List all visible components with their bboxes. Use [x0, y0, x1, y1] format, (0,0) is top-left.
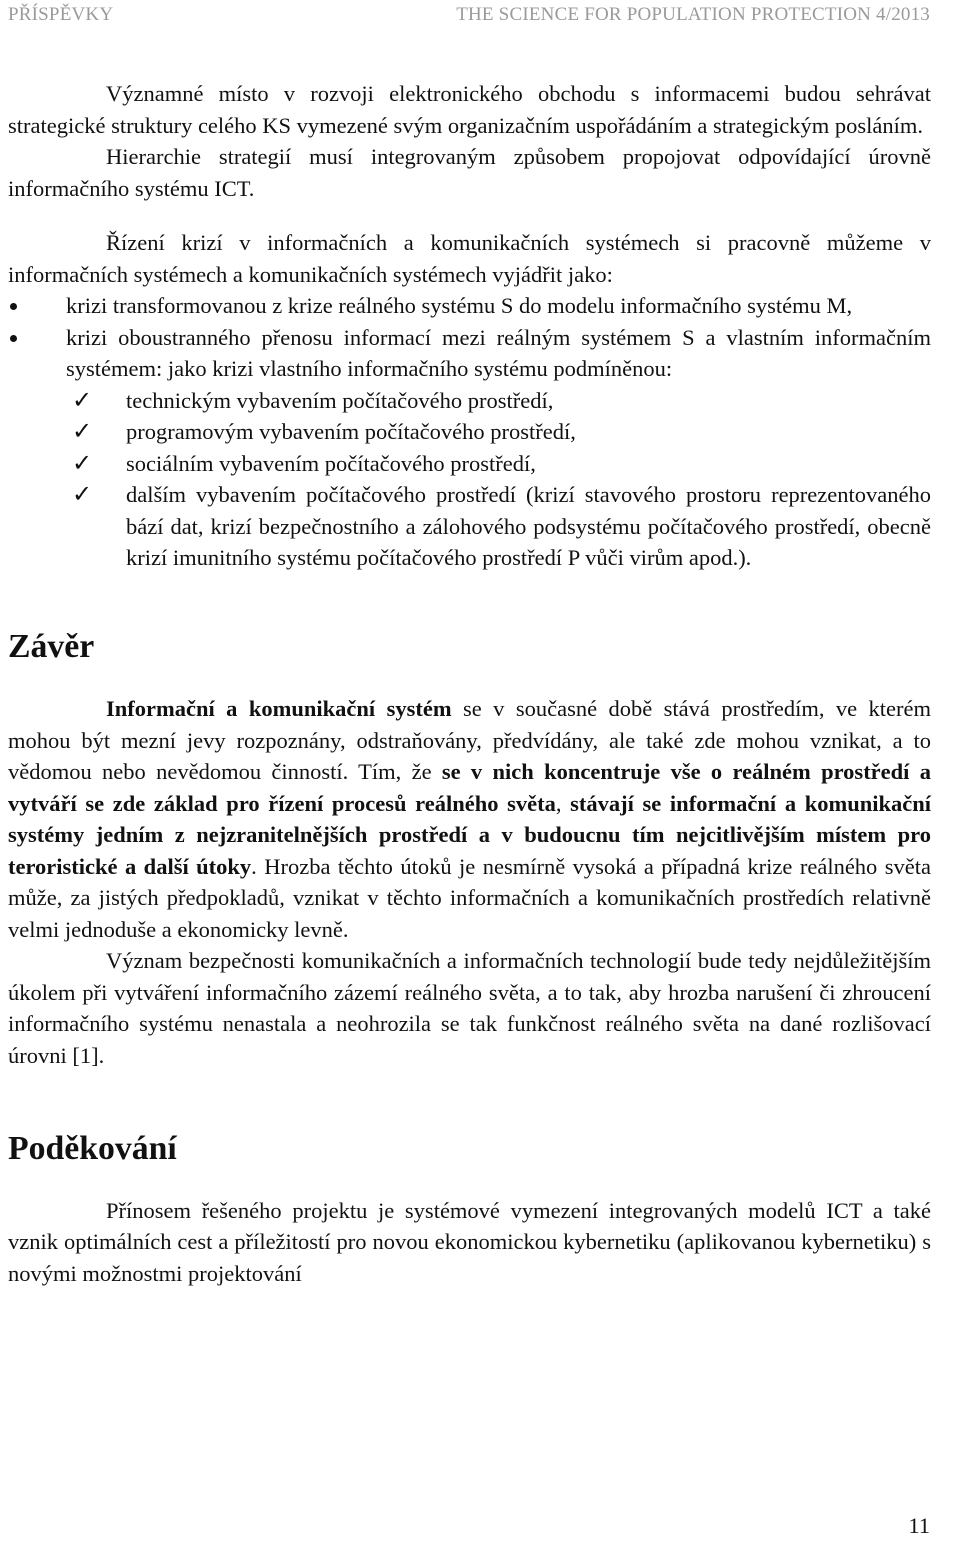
checkmark-icon: ✓ — [72, 385, 93, 414]
acknowledgement-title: Poděkování — [8, 1130, 177, 1167]
list-item — [8, 416, 931, 448]
header-journal: THE SCIENCE FOR POPULATION PROTECTION 4/2013 — [456, 4, 930, 25]
bullet-icon — [10, 303, 17, 310]
intro-paragraph-2: Hierarchie strategií musí integrovaným způsobem propojovat odpovídající úrovně informačního systému ICT. — [8, 144, 931, 201]
list-item — [8, 448, 931, 480]
header-section: PŘÍSPĚVKY — [8, 4, 114, 25]
intro-paragraph-1: Významné místo v rozvoji elektronického obchodu s informacemi budou sehrávat strategické struktury celého KS vymezené svým organizačním uspořádáním a strategickým posláním. — [8, 81, 931, 138]
list-item-text: technickým vybavením počítačového prostředí, — [126, 387, 554, 413]
intro-paragraph-3: Řízení krizí v informačních a komunikačních systémech si pracovně můžeme v informačních systémech a komunikačních systémech vyjádřit jako: — [8, 230, 931, 287]
bullet-icon — [10, 335, 17, 342]
list-item — [8, 322, 931, 385]
condition-list — [8, 385, 931, 574]
list-item — [8, 290, 931, 322]
checkmark-icon: ✓ — [72, 480, 93, 508]
conclusion-paragraph-1 — [8, 693, 931, 945]
list-item-text: programovým vybavením počítačového prostředí, — [126, 419, 576, 444]
conclusion-bold-2: se v nich koncentruje vše o reálném prostředí a vytváří se zde základ pro řízení procesů reálného světa — [8, 759, 931, 816]
list-item — [8, 385, 931, 417]
list-item-text: krizi oboustranného přenosu informací mezi reálným systémem S a vlastním informačním systémem: jako krizi vlastního informačního systému podmíněnou: — [66, 324, 931, 381]
running-header — [8, 4, 930, 28]
conclusion-bold-3: stávají se informační a komunikační systémy jedním z nejzranitelnějších prostředí a v budoucnu tím nejcitlivějším místem pro teroristické a další útoky — [8, 790, 932, 879]
acknowledgement-paragraph: Přínosem řešeného projektu je systémové vymezení integrovaných modelů ICT a také vznik optimálních cest a příležitostí pro novou ekonomickou kybernetiku (aplikovanou kybernetiku) s novými možnostmi projektování — [8, 1197, 931, 1286]
page-number: 11 — [908, 1513, 930, 1538]
conclusion-bold-1: Informační a komunikační systém — [106, 696, 452, 721]
conclusion-paragraph-2: Význam bezpečnosti komunikačních a informačních technologií bude tedy nejdůležitějším úkolem při vytváření informačního zázemí reálného světa, a to tak, aby hrozba narušení či zhroucení informačního systému nenastala a neohrozila se tak funkčnost reálného světa na dané rozlišovací úrovni [1]. — [8, 948, 931, 1068]
conclusion-text-3: . Hrozba těchto útoků je nesmírně vysoká a případná krize reálného světa může, za jistých předpokladů, vznikat v těchto informačních a komunikačních prostředích relativně velmi jednoduše a ekonomicky levně. — [8, 853, 931, 942]
list-item — [8, 479, 931, 574]
conclusion-title: Závěr — [8, 627, 95, 665]
list-item-text: krizi transformovanou z krize reálného systému S do modelu informačního systému M, — [66, 293, 853, 318]
checkmark-icon: ✓ — [72, 448, 93, 477]
crisis-list — [8, 290, 931, 385]
list-item-text: dalším vybavením počítačového prostředí (krizí stavového prostoru reprezentovaného bází dat, krizí bezpečnostního a zálohového podsystému počítačového prostředí, obecně krizí imunitního systému počítačového prostředí P vůči virům apod.). — [126, 482, 931, 570]
page-content — [8, 78, 931, 1289]
list-item-text: sociálním vybavením počítačového prostředí, — [126, 450, 536, 476]
conclusion-text-1: se v současné době stává prostředím, ve kterém mohou být mezní jevy rozpoznány, odstraňovány, předvídány, ale také zde mohou vznikat, a to vědomou nebo nevědomou činností. Tím, že — [8, 696, 932, 784]
checkmark-icon: ✓ — [72, 417, 93, 445]
conclusion-text-2: , — [555, 790, 571, 816]
